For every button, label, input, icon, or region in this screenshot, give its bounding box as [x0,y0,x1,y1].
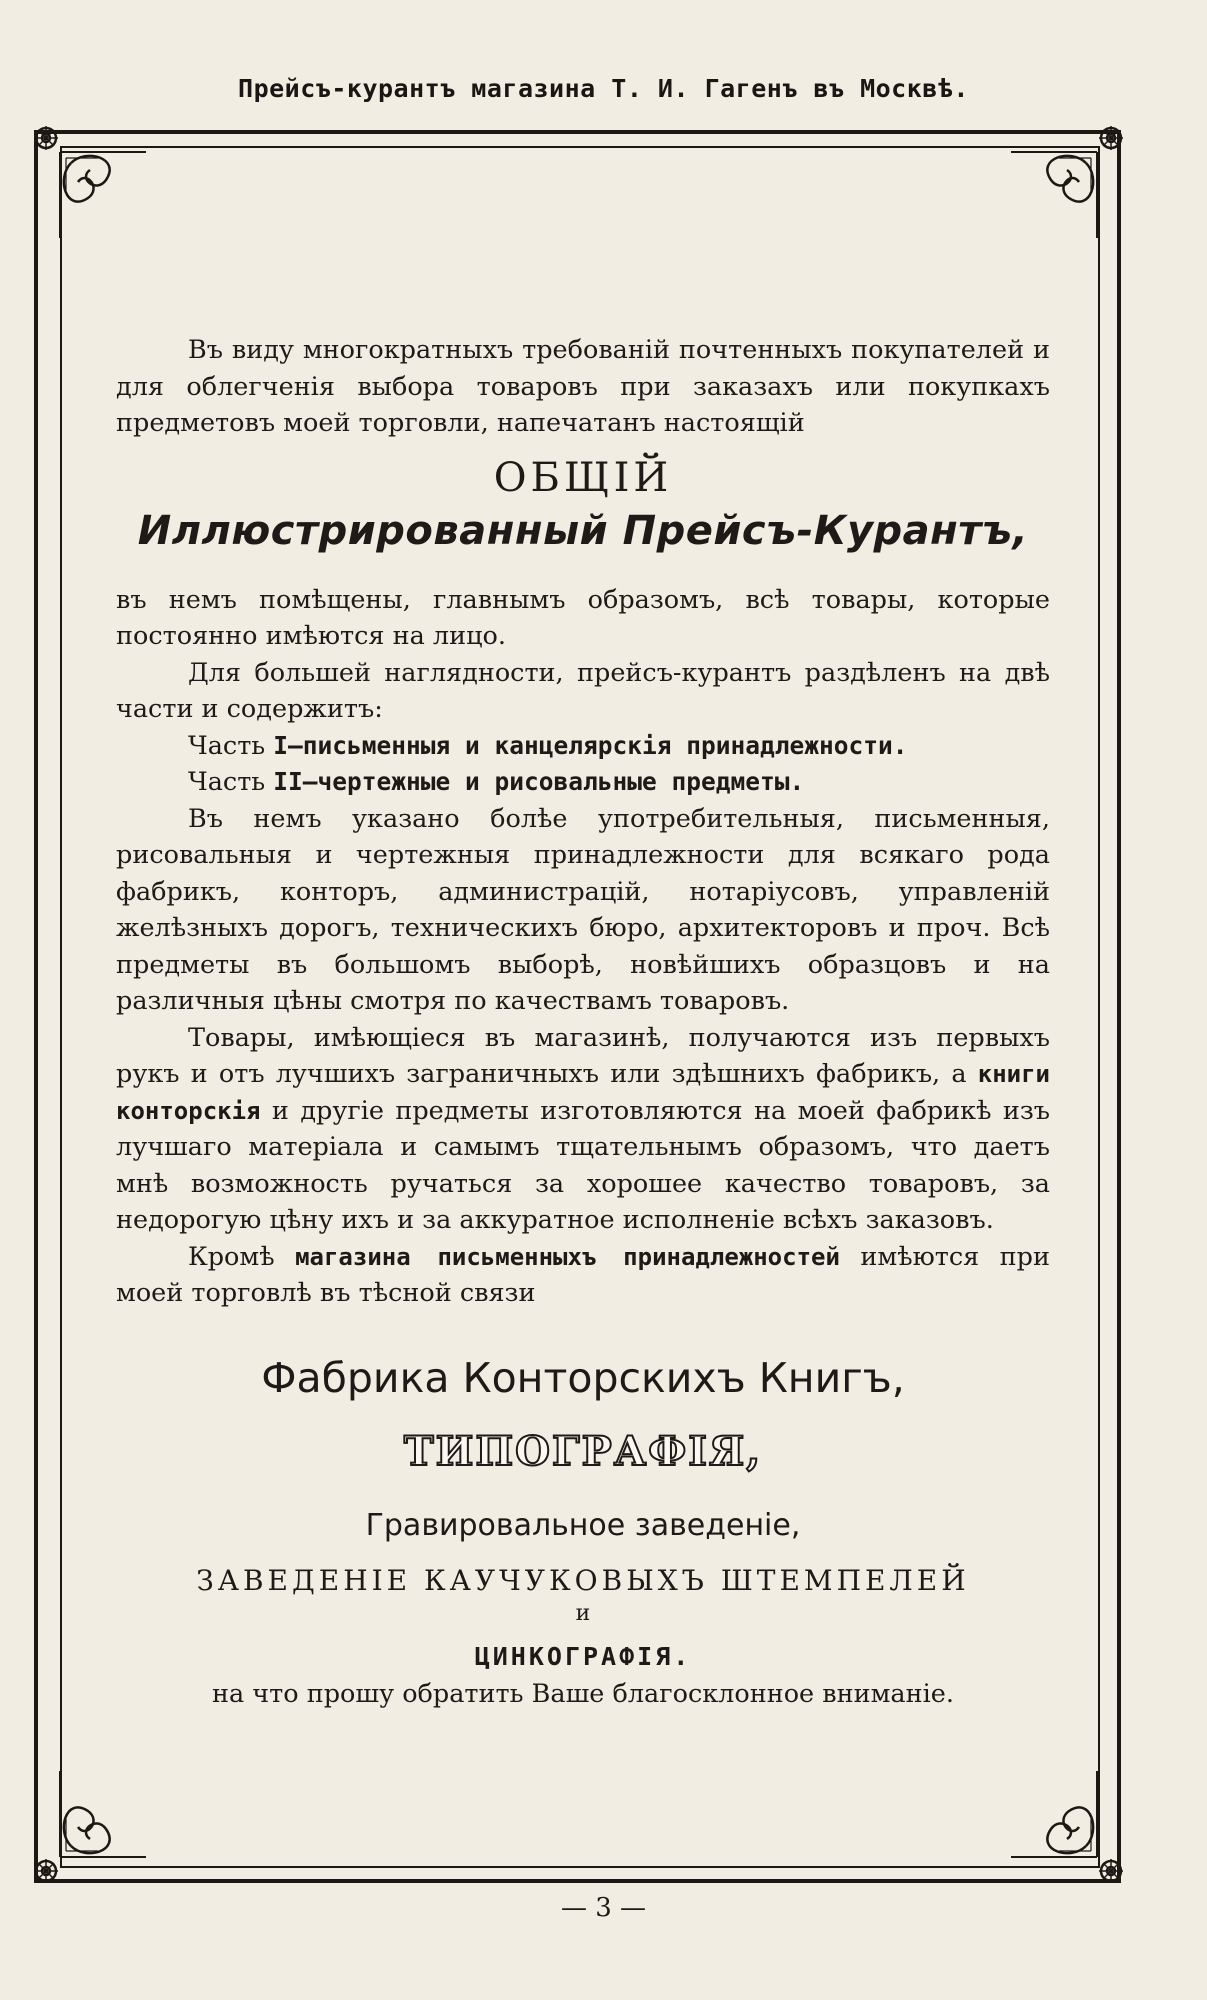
zincography: ЦИНКОГРАФІЯ. [474,1641,692,1671]
part-2 [116,764,1050,801]
flourish-ornament-icon [26,1761,156,1891]
part-2-prefix: Часть [188,767,274,797]
running-title: Прейсъ-курантъ магазина Т. И. Гагенъ въ Москвѣ. [238,74,969,103]
flourish-ornament-icon [1001,118,1131,248]
office-books-factory: Фабрика Конторскихъ Книгъ, [261,1353,905,1402]
title-illustrated-price-list: Иллюстрированный Прейсъ-Курантъ, [137,507,1029,554]
parts-list [116,728,1050,801]
paragraph-assortment: Въ немъ указано болѣе употребительныя, письменныя, рисовальныя и чертежныя принадлежности для всякаго рода фабрикъ, конторъ, администрацій, нотаріусовъ, управленій желѣзныхъ дорогъ, техническихъ бюро, архитекторовъ и проч. Всѣ предметы въ большомъ выборѣ, новѣйшихъ образцовъ и на различныя цѣны смотря по качествамъ товаровъ. [116,803,1050,1016]
closing-line: на что прошу обратить Ваше благосклонное вниманіе. [211,1678,954,1709]
goods-origin-text-b: и другіе предметы изготовляются на моей фабрикѣ изъ лучшаго матеріала и самымъ тщательнымъ образомъ, что даетъ мнѣ возможность ручаться за хорошее качество товаровъ, за недорогую цѣну ихъ и за аккуратное исполненіе всѣхъ заказовъ. [116,1095,1050,1235]
conjunction-and: и [575,1600,591,1626]
corner-ornament-top-left [26,118,156,248]
paragraph-besides [116,1239,1050,1312]
flourish-ornament-icon [1001,1761,1131,1891]
stationery-shop-bold: магазина письменныхъ принадлежностей [295,1242,840,1271]
intro-paragraph: Въ виду многократныхъ требованій почтенныхъ покупателей и для облегченія выбора товаровъ при заказахъ или покупкахъ предметовъ моей торговли, напечатанъ настоящій [116,335,1050,438]
besides-text-a: Кромѣ [188,1241,296,1272]
page-content [116,332,1050,1712]
office-books-bold: книги конторскія [116,1060,1050,1125]
paragraph-division: Для большей наглядности, прейсъ-курантъ раздѣленъ на двѣ части и содержитъ: [116,657,1050,724]
title-general: ОБЩІЙ [493,454,673,501]
part-1-prefix: Часть [188,730,274,761]
besides-text-b: имѣются при моей торговлѣ въ тѣсной связи [116,1241,1051,1308]
page-number: — 3 — [560,1893,647,1923]
rubber-stamps-workshop: ЗАВЕДЕНІЕ КАУЧУКОВЫХЪ ШТЕМПЕЛЕЙ [196,1563,970,1597]
part-1 [116,728,1050,765]
goods-origin-text-a: Товары, имѣющіеся въ магазинѣ, получаются изъ первыхъ рукъ и отъ лучшихъ заграничныхъ или здѣшнихъ фабрикъ, а [116,1022,1050,1089]
corner-ornament-bottom-left [26,1761,156,1891]
part-1-title: I—письменныя и канцелярскія принадлежности. [273,730,908,760]
paragraph-goods-origin [116,1020,1050,1239]
engraving-workshop: Гравировальное заведеніе, [365,1507,801,1543]
corner-ornament-bottom-right [1001,1761,1131,1891]
corner-ornament-top-right [1001,118,1131,248]
paragraph-contents: въ немъ помѣщены, главнымъ образомъ, всѣ товары, которые постоянно имѣются на лицо. [116,584,1050,651]
flourish-ornament-icon [26,118,156,248]
printing-house: ТИПОГРАФІЯ, [403,1427,763,1475]
part-2-title: II—чертежные и рисовальные предметы. [273,767,805,796]
